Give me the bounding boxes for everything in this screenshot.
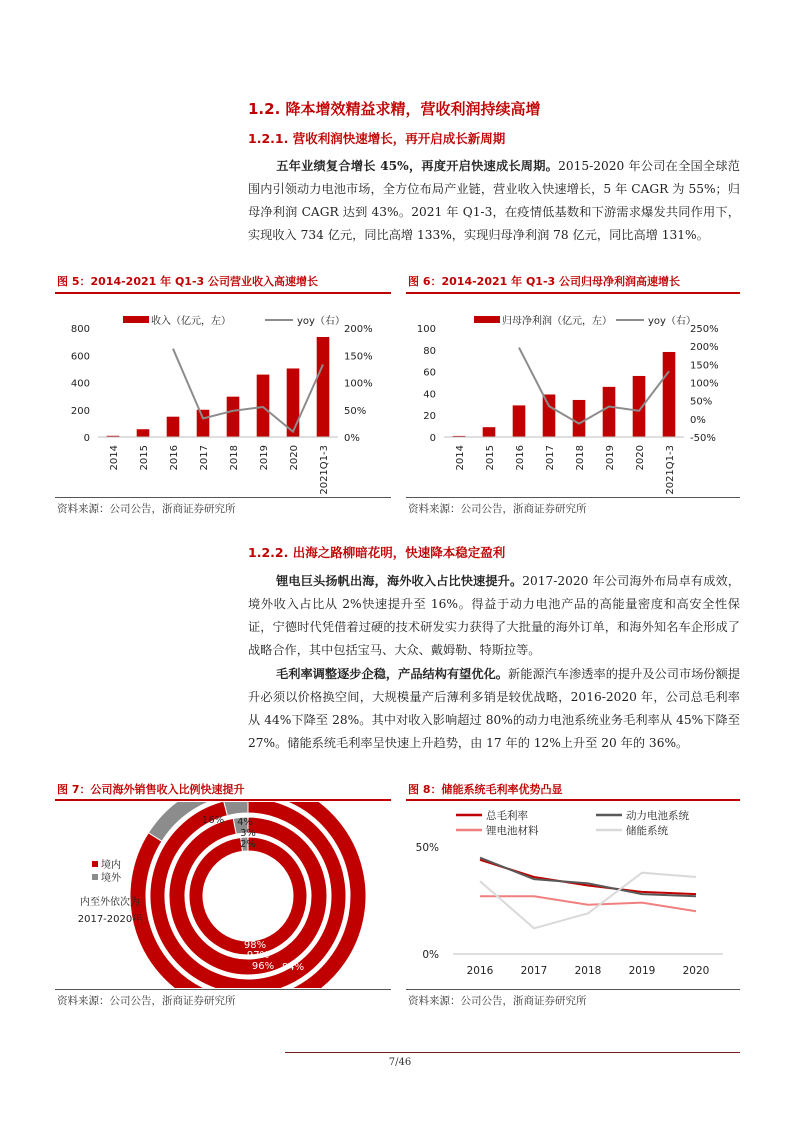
y2-tick-label: -50% xyxy=(690,433,716,444)
bar xyxy=(603,387,616,437)
figure-8-bottom-rule xyxy=(406,989,740,990)
ring-order-note: 内至外依次为 xyxy=(80,897,140,908)
x-tick-label: 2020 xyxy=(682,965,710,977)
series-line xyxy=(480,873,696,929)
x-tick-label: 2016 xyxy=(515,445,526,471)
x-tick-label: 2018 xyxy=(575,445,586,471)
y-tick-label: 20 xyxy=(423,411,436,423)
domestic-share-label: 96% xyxy=(251,961,275,972)
y-tick-label: 80 xyxy=(423,345,436,357)
figure-5-source: 资料来源：公司公告，浙商证券研究所 xyxy=(57,503,236,515)
x-tick-label: 2015 xyxy=(139,445,150,471)
figure-7-source: 资料来源：公司公告，浙商证券研究所 xyxy=(57,995,236,1007)
legend-bar-label: 收入（亿元，左） xyxy=(151,316,231,327)
x-tick-label: 2014 xyxy=(455,445,466,471)
x-tick-label: 2017 xyxy=(545,445,556,471)
legend-series-label: 储能系统 xyxy=(626,825,668,837)
y2-tick-label: 250% xyxy=(690,324,719,335)
paragraph-1 xyxy=(248,155,740,247)
bar xyxy=(573,400,586,437)
bar xyxy=(513,405,526,437)
y2-tick-label: 100% xyxy=(344,378,373,390)
figure-7-top-rule xyxy=(55,799,391,801)
figure-5-bottom-rule xyxy=(55,497,391,498)
figure-6-title: 图 6：2014-2021 年 Q1-3 公司归母净利润高速增长 xyxy=(408,275,680,288)
legend-bar-swatch xyxy=(474,316,500,323)
yoy-line xyxy=(173,349,323,432)
y2-tick-label: 150% xyxy=(344,351,373,363)
y2-tick-label: 0% xyxy=(344,433,360,444)
paragraph-3 xyxy=(248,663,740,755)
figure-6-top-rule xyxy=(406,292,740,294)
x-tick-label: 2021Q1-3 xyxy=(319,445,330,495)
figure-5-chart xyxy=(55,300,391,495)
overseas-share-label: 16% xyxy=(201,815,225,826)
y-tick-label: 600 xyxy=(70,351,90,363)
x-tick-label: 2021Q1-3 xyxy=(665,445,676,495)
legend-swatch-domestic xyxy=(92,861,98,867)
ring-order-note: 2017-2020年 xyxy=(77,914,143,925)
x-tick-label: 2017 xyxy=(520,965,548,977)
series-line xyxy=(480,860,696,894)
bar xyxy=(543,394,556,437)
bar xyxy=(167,417,180,437)
x-tick-label: 2019 xyxy=(259,445,270,471)
x-tick-label: 2017 xyxy=(199,445,210,471)
y2-tick-label: 100% xyxy=(690,378,719,390)
y-tick-label: 0 xyxy=(429,433,436,444)
bar xyxy=(483,427,496,437)
figure-6-chart xyxy=(406,300,740,495)
y2-tick-label: 200% xyxy=(690,342,719,354)
bar xyxy=(317,337,330,437)
series-line xyxy=(480,858,696,897)
bar xyxy=(197,410,210,437)
paragraph-3-lead: 毛利率调整逐步企稳，产品结构有望优化。 xyxy=(276,667,509,681)
footer-rule xyxy=(285,1052,740,1053)
section-heading: 1.2. 降本增效精益求精，营收利润持续高增 xyxy=(248,100,541,118)
figure-8-title: 图 8：储能系统毛利率优势凸显 xyxy=(408,783,563,796)
legend-series-label: 动力电池系统 xyxy=(626,810,689,822)
figure-8-source: 资料来源：公司公告，浙商证券研究所 xyxy=(408,995,587,1007)
legend-series-label: 锂电池材料 xyxy=(486,825,539,837)
y-tick-label: 0 xyxy=(83,433,90,444)
bar xyxy=(257,375,270,437)
y-tick-label: 0% xyxy=(422,949,439,961)
y-tick-label: 400 xyxy=(70,378,90,390)
paragraph-1-lead: 五年业绩复合增长 45%，再度开启快速成长周期。 xyxy=(276,159,559,173)
x-tick-label: 2019 xyxy=(605,445,616,471)
legend-bar-swatch xyxy=(123,316,149,323)
legend-line-label: yoy（右） xyxy=(648,316,696,327)
domestic-share-label: 97% xyxy=(246,950,270,961)
y2-tick-label: 150% xyxy=(690,360,719,372)
x-tick-label: 2020 xyxy=(289,445,300,471)
x-tick-label: 2016 xyxy=(466,965,494,977)
paragraph-1-body: 2015-2020 年公司在全国全球范围内引领动力电池市场，全方位布局产业链，营业收入快速增长，5 年 CAGR 为 55%；归母净利润 CAGR 达到 43%。2021 年 Q1-3，在疫情低基数和下游需求爆发共同作用下，实现收入 734 亿元，同比高增 133%，实现归母净利润 78 亿元，同比高增 131%。 xyxy=(248,159,740,242)
overseas-share-label: 4% xyxy=(237,817,253,828)
legend-swatch-overseas xyxy=(92,874,98,880)
legend-bar-label: 归母净利润（亿元，左） xyxy=(502,316,612,327)
y2-tick-label: 50% xyxy=(690,396,713,408)
yoy-line xyxy=(519,348,669,424)
overseas-share-label: 2% xyxy=(240,839,256,850)
legend-series-label: 总毛利率 xyxy=(486,810,528,822)
paragraph-2 xyxy=(248,570,740,662)
legend-line-label: yoy（右） xyxy=(297,316,345,327)
paragraph-2-lead: 锂电巨头扬帆出海，海外收入占比快速提升。 xyxy=(276,574,523,588)
overseas-share-label: 3% xyxy=(240,828,256,839)
figure-7-bottom-rule xyxy=(55,989,391,990)
y2-tick-label: 0% xyxy=(690,414,706,426)
y-tick-label: 100 xyxy=(416,324,436,335)
domestic-share-label: 84% xyxy=(281,962,305,973)
paragraph-3-body: 新能源汽车渗透率的提升及公司市场份额提升必须以价格换空间，大规模量产后薄利多销是较优战略，2016-2020 年，公司总毛利率从 44%下降至 28%。其中对收入影响超过 80%的动力电池系统业务毛利率从 45%下降至 27%。储能系统毛利率呈快速上升趋势，由 17 年的 12%上升至 20 年的 36%。 xyxy=(248,667,741,750)
x-tick-label: 2020 xyxy=(635,445,646,471)
subsection-heading-1: 1.2.1. 营收利润快速增长，再开启成长新周期 xyxy=(248,131,506,146)
x-tick-label: 2018 xyxy=(574,965,602,977)
figure-8-top-rule xyxy=(406,799,740,801)
figure-5-title: 图 5：2014-2021 年 Q1-3 公司营业收入高速增长 xyxy=(57,275,318,288)
y2-tick-label: 50% xyxy=(344,405,367,417)
paragraph-2-body: 2017-2020 年公司海外布局卓有成效，境外收入占比从 2%快速提升至 16%。得益于动力电池产品的高能量密度和高安全性保证，宁德时代凭借着过硬的技术研发实力获得了大批量的海外订单，和海外知名车企形成了战略合作，其中包括宝马、大众、戴姆勒、特斯拉等。 xyxy=(248,574,740,657)
figure-6-bottom-rule xyxy=(406,497,740,498)
x-tick-label: 2019 xyxy=(628,965,656,977)
y2-tick-label: 200% xyxy=(344,324,373,335)
y-tick-label: 60 xyxy=(423,367,436,379)
bar xyxy=(137,429,150,437)
x-tick-label: 2014 xyxy=(109,445,120,471)
y-tick-label: 200 xyxy=(70,405,90,417)
subsection-heading-2: 1.2.2. 出海之路柳暗花明，快速降本稳定盈利 xyxy=(248,545,506,560)
y-tick-label: 50% xyxy=(415,842,439,854)
x-tick-label: 2018 xyxy=(229,445,240,471)
domestic-share-label: 98% xyxy=(243,940,267,951)
legend-label-domestic: 境内 xyxy=(101,860,121,871)
x-tick-label: 2015 xyxy=(485,445,496,471)
bar xyxy=(663,352,676,437)
page-number: 7/46 xyxy=(388,1057,412,1068)
ring-segment-domestic xyxy=(189,837,307,955)
legend-label-overseas: 境外 xyxy=(101,873,121,884)
figure-8-chart xyxy=(406,802,740,988)
figure-5-top-rule xyxy=(55,292,391,294)
y-tick-label: 40 xyxy=(423,389,436,401)
x-tick-label: 2016 xyxy=(169,445,180,471)
y-tick-label: 800 xyxy=(70,324,90,335)
figure-7-chart xyxy=(55,802,391,988)
figure-7-title: 图 7：公司海外销售收入比例快速提升 xyxy=(57,783,245,796)
bar xyxy=(227,397,240,437)
figure-6-source: 资料来源：公司公告，浙商证券研究所 xyxy=(408,503,587,515)
